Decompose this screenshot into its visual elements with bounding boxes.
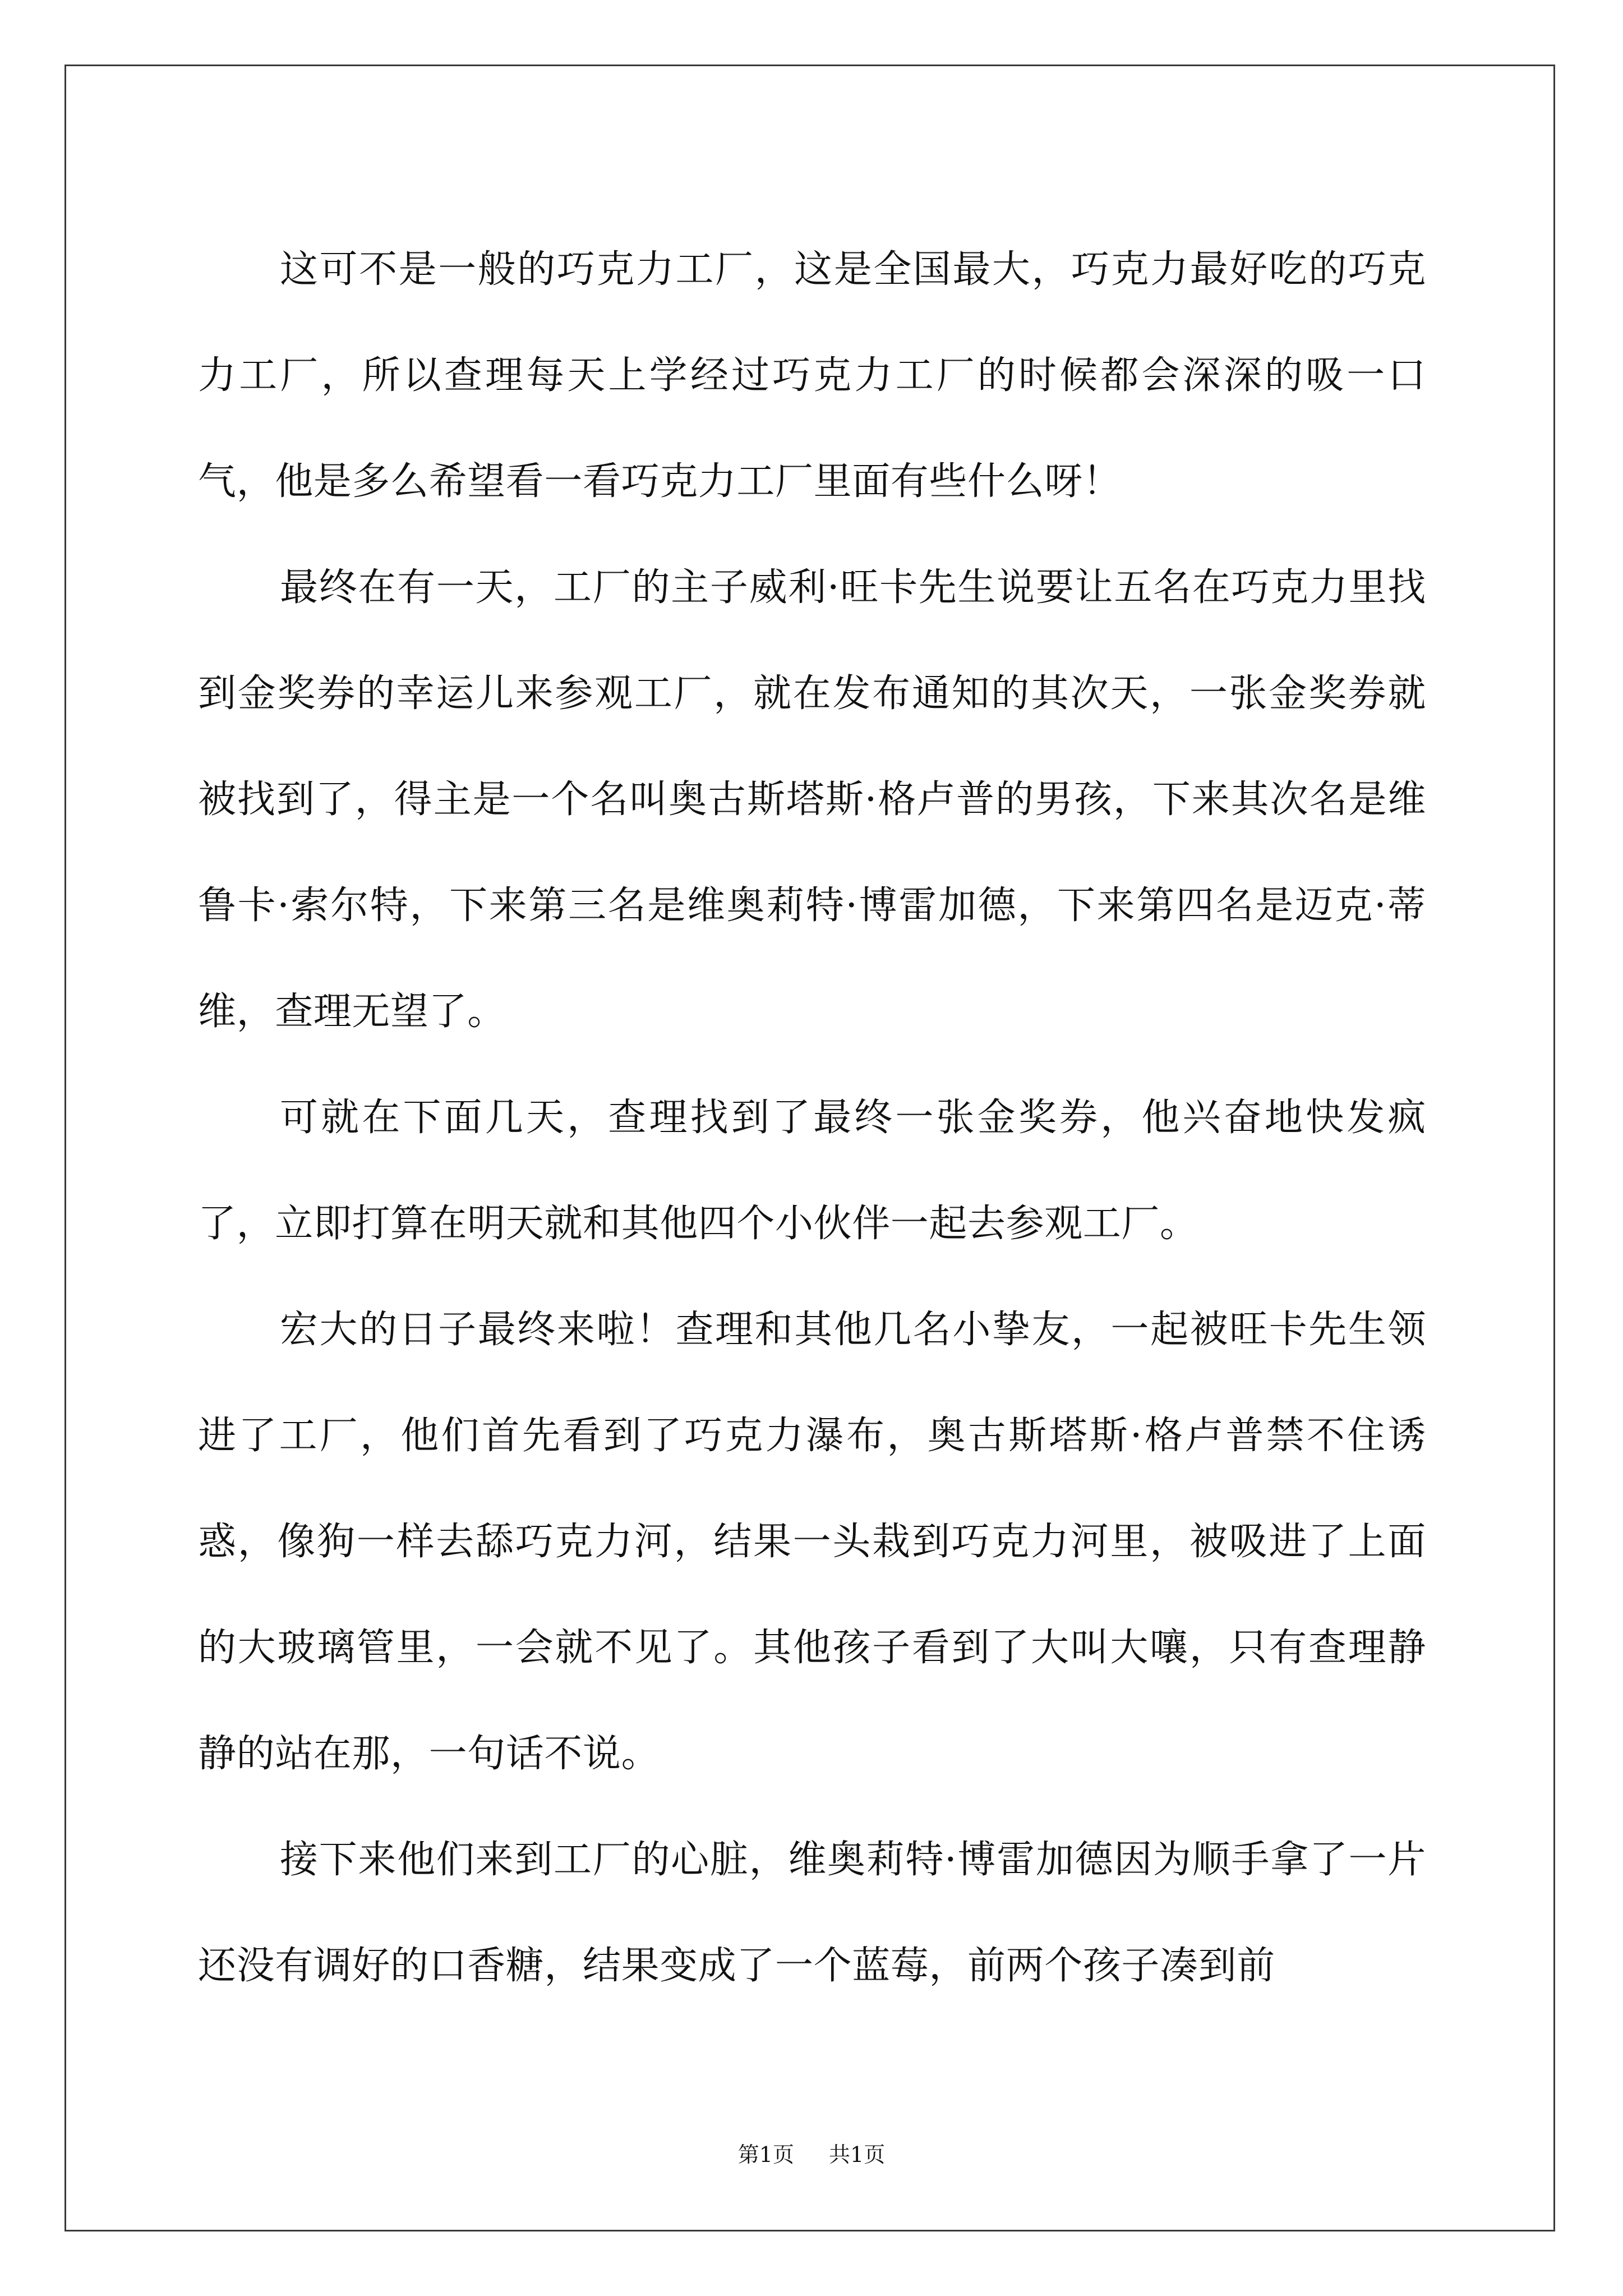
paragraph: 宏大的日子最终来啦！查理和其他几名小挚友，一起被旺卡先生领进了工厂，他们首先看到了巧克力瀑布，奥古斯塔斯·格卢普禁不住诱惑，像狗一样去舔巧克力河，结果一头栽到巧克力河里，被吸进了上面的大玻璃管里，一会就不见了。其他孩子看到了大叫大嚷，只有查理静静的站在那，一句话不说。 xyxy=(198,1308,1426,1776)
total-pages: 共1页 xyxy=(829,2142,886,2167)
paragraph: 接下来他们来到工厂的心脏，维奥莉特·博雷加德因为顺手拿了一片还没有调好的口香糖，结果变成了一个蓝莓，前两个孩子凑到前 xyxy=(198,1838,1426,1988)
page-footer xyxy=(0,2137,1623,2168)
page-number: 第1页 xyxy=(737,2142,794,2167)
document-body xyxy=(198,217,1426,2019)
paragraph: 这可不是一般的巧克力工厂，这是全国最大，巧克力最好吃的巧克力工厂，所以查理每天上学经过巧克力工厂的时候都会深深的吸一口气，他是多么希望看一看巧克力工厂里面有些什么呀！ xyxy=(198,247,1426,504)
paragraph: 最终在有一天，工厂的主子威利·旺卡先生说要让五名在巧克力里找到金奖券的幸运儿来参观工厂，就在发布通知的其次天，一张金奖券就被找到了，得主是一个名叫奥古斯塔斯·格卢普的男孩，下来其次名是维鲁卡·索尔特，下来第三名是维奥莉特·博雷加德，下来第四名是迈克·蒂维，查理无望了。 xyxy=(198,565,1426,1034)
paragraph: 可就在下面几天，查理找到了最终一张金奖券，他兴奋地快发疯了，立即打算在明天就和其他四个小伙伴一起去参观工厂。 xyxy=(198,1096,1426,1246)
